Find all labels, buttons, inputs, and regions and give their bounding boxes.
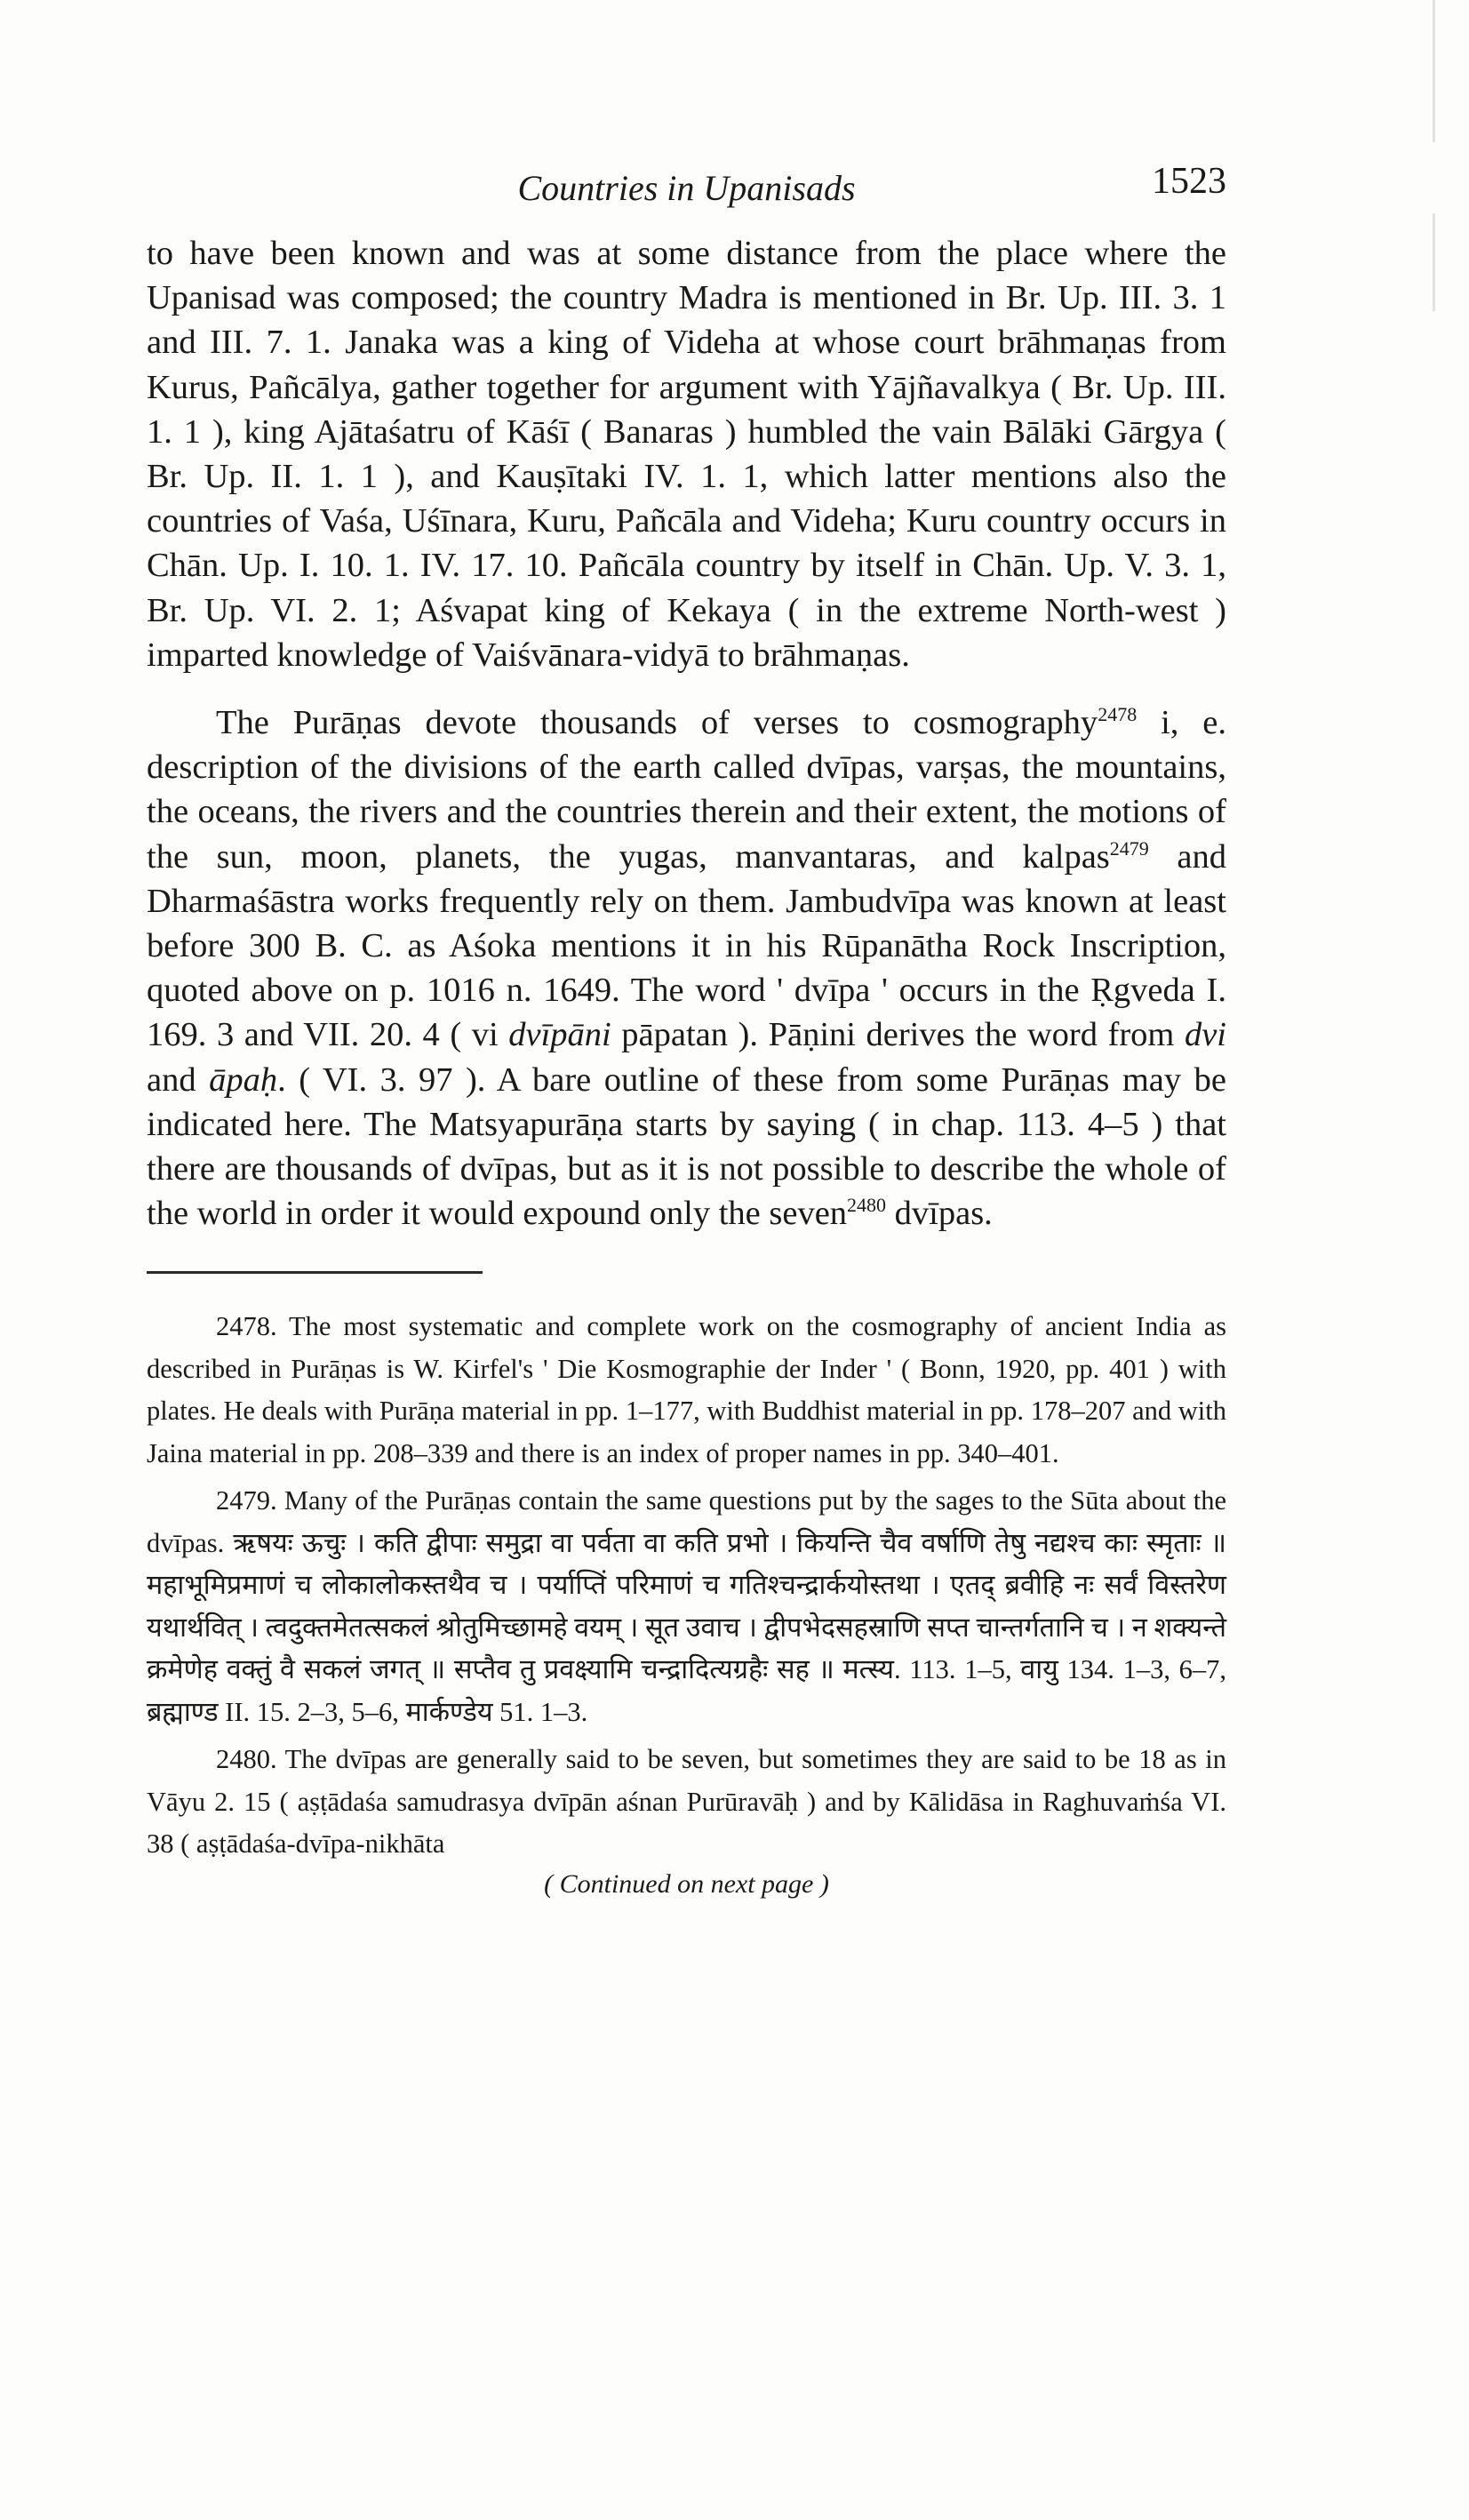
paragraph-puranas-cosmography [147, 700, 1226, 1236]
footnote-divider [147, 1271, 483, 1274]
margin-line [1433, 213, 1435, 311]
paragraph-upanisad-countries: to have been known and was at some distance from the place where the Upanisad was composed; the country Madra is mentioned in Br. Up. III. 3. 1 and III. 7. 1. Janaka was a king of Videha at whose court brāhmaṇas from Kurus, Pañcālya, gather together for argument with Yājñavalkya ( Br. Up. III. 1. 1 ), king Ajātaśatru of Kāśī ( Banaras ) humbled the vain Bālāki Gārgya ( Br. Up. II. 1. 1 ), and Kauṣītaki IV. 1. 1, which latter mentions also the countries of Vaśa, Uśīnara, Kuru, Pañcāla and Videha; Kuru country occurs in Chān. Up. I. 10. 1. IV. 17. 10. Pañcāla country by itself in Chān. Up. V. 3. 1, Br. Up. VI. 2. 1; Aśvapat king of Kekaya ( in the extreme North-west ) imparted knowledge of Vaiśvānara-vidyā to brāhmaṇas. [147, 235, 1226, 674]
text-run: and Dharmaśāstra works frequently rely on them. Jambudvīpa was known at least before 300 B. C. as Aśoka mentions it in his Rūpanātha Rock Inscription, quoted above on p. 1016 n. 1649. The word ' dvīpa ' occurs in the Ṛgveda I. 169. 3 and VII. 20. 4 ( vi [147, 837, 1226, 1054]
footnote-ref-2479: 2479 [1109, 836, 1149, 860]
page-number: 1523 [1152, 161, 1226, 202]
text-run: The Purāṇas devote thousands of verses to cosmography [216, 704, 1098, 742]
text-run: . ( VI. 3. 97 ). A bare outline of these from some Purāṇas may be indicated here. The Matsyapurāṇa starts by saying ( in chap. 113. 4–5 ) that there are thousands of dvīpas, but as it is not possible to describe the whole of the world in order it would expound only the seven [147, 1060, 1226, 1233]
running-head [147, 160, 1226, 231]
text-run: i, e. description of the divisions of the earth called dvīpas, varṣas, the mountains, the oceans, the rivers and the countries therein and their extent, the motions of the sun, moon, planets, the yugas, manvantaras, and kalpas [147, 704, 1226, 876]
italic-term: dvi [1184, 1016, 1226, 1054]
continued-note: ( Continued on next page ) [544, 1868, 829, 1899]
text-run: pāpatan ). Pāṇini derives the word from [611, 1016, 1185, 1054]
footnote-2480: 2480. The dvīpas are generally said to be seven, but sometimes they are said to be 18 as in Vāyu 2. 15 ( aṣṭādaśa samudrasya dvīpān aśnan Purūravāḥ ) and by Kālidāsa in Raghuvaṁśa VI. 38 ( aṣṭādaśa-dvīpa-nikhāta [147, 1744, 1226, 1860]
footnote-2479: 2479. Many of the Purāṇas contain the same questions put by the sages to the Sūta about the dvīpas. ऋषयः ऊचुः । कति द्वीपाः समुद्रा वा पर्वता वा कति प्रभो । कियन्ति चैव वर्षाणि तेषु नद्यश्च काः स्मृताः ॥ महाभूमिप्रमाणं च लोकालोकस्तथैव च । पर्याप्तिं परिमाणं च गतिश्चन्द्रार्कयोस्तथा । एतद् ब्रवीहि नः सर्वं विस्तरेण यथार्थवित् । त्वदुक्तमेतत्सकलं श्रोतुमिच्छामहे वयम् । सूत उवाच । द्वीपभेदसहस्राणि सप्त चान्तर्गतानि च । न शक्यन्ते क्रमेणेह वक्तुं वै सकलं जगत् ॥ सप्तैव तु प्रवक्ष्यामि चन्द्रादित्यग्रहैः सह ॥ मत्स्य. 113. 1–5, वायु 134. 1–3, 6–7, ब्रह्माण्ड II. 15. 2–3, 5–6, मार्कण्डेय 51. 1–3. [147, 1485, 1226, 1727]
margin-line [1433, 0, 1435, 142]
text-run: dvīpas. [886, 1195, 993, 1233]
footnote-ref-2478: 2478 [1098, 703, 1138, 726]
text-run: and [147, 1060, 210, 1099]
book-page [147, 160, 1226, 1900]
footnote-ref-2480: 2480 [847, 1194, 887, 1217]
italic-term: dvīpāni [508, 1016, 611, 1054]
running-title: Countries in Upanisads [517, 168, 856, 208]
footnote-2478: 2478. The most systematic and complete work on the cosmography of ancient India as described in Purāṇas is W. Kirfel's ' Die Kosmographie der Inder ' ( Bonn, 1920, pp. 401 ) with plates. He deals with Purāṇa material in pp. 1–177, with Buddhist material in pp. 178–207 and with Jaina material in pp. 208–339 and there is an index of proper names in pp. 340–401. [147, 1311, 1226, 1468]
italic-term: āpaḥ [209, 1060, 278, 1099]
